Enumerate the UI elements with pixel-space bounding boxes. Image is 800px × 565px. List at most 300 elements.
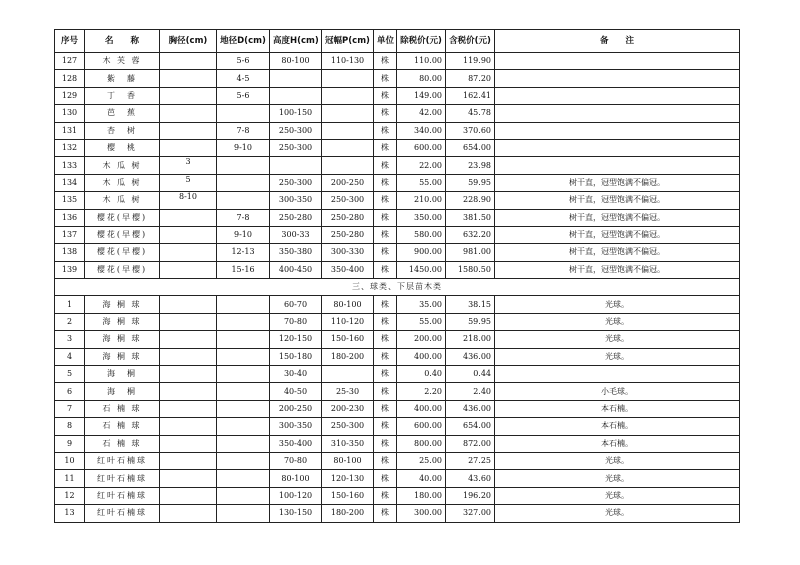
- cell-price-in: 1580.50: [446, 261, 495, 278]
- cell-unit: 株: [374, 87, 397, 104]
- table-row: [55, 435, 740, 452]
- cell-height: 30-40: [270, 366, 322, 383]
- cell-crown: [322, 105, 374, 122]
- cell-height: 150-180: [270, 348, 322, 365]
- cell-unit: 株: [374, 192, 397, 209]
- cell-height: 200-250: [270, 400, 322, 417]
- cell-no: 127: [55, 53, 85, 70]
- table-row: [55, 157, 740, 174]
- cell-name: 木 芙 蓉: [85, 53, 160, 70]
- cell-crown: [322, 366, 374, 383]
- cell-remark: 光球。: [495, 313, 740, 330]
- cell-remark: 树干直，冠型饱满不偏冠。: [495, 226, 740, 243]
- cell-height: 350-380: [270, 244, 322, 261]
- cell-price-in: 87.20: [446, 70, 495, 87]
- cell-unit: 株: [374, 122, 397, 139]
- cell-ground: [217, 105, 270, 122]
- cell-name: 海 桐: [85, 383, 160, 400]
- cell-price-ex: 210.00: [397, 192, 446, 209]
- cell-no: 3: [55, 331, 85, 348]
- cell-height: 250-300: [270, 139, 322, 156]
- table-row: [55, 209, 740, 226]
- cell-price-in: 162.41: [446, 87, 495, 104]
- cell-price-ex: 600.00: [397, 139, 446, 156]
- cell-ground: [217, 157, 270, 174]
- cell-remark: 光球。: [495, 452, 740, 469]
- cell-unit: 株: [374, 505, 397, 522]
- cell-remark: 本石楠。: [495, 435, 740, 452]
- section-row: [55, 279, 740, 296]
- cell-chest: [160, 383, 217, 400]
- cell-unit: 株: [374, 452, 397, 469]
- cell-unit: 株: [374, 70, 397, 87]
- cell-price-in: 0.44: [446, 366, 495, 383]
- cell-no: 5: [55, 366, 85, 383]
- cell-chest: [160, 105, 217, 122]
- cell-no: 4: [55, 348, 85, 365]
- header-row: [55, 30, 740, 53]
- cell-price-ex: 35.00: [397, 296, 446, 313]
- cell-height: [270, 87, 322, 104]
- cell-crown: [322, 87, 374, 104]
- cell-ground: 5-6: [217, 87, 270, 104]
- cell-price-ex: 42.00: [397, 105, 446, 122]
- cell-unit: 株: [374, 209, 397, 226]
- cell-price-in: 872.00: [446, 435, 495, 452]
- section-title: 三、球类、下层苗木类: [55, 279, 740, 296]
- header-crown: 冠幅P(cm): [322, 30, 374, 53]
- cell-ground: [217, 366, 270, 383]
- cell-ground: [217, 470, 270, 487]
- cell-height: 300-350: [270, 418, 322, 435]
- cell-crown: 120-130: [322, 470, 374, 487]
- table-row: [55, 487, 740, 504]
- cell-crown: 180-200: [322, 348, 374, 365]
- cell-remark: 光球。: [495, 348, 740, 365]
- cell-ground: 4-5: [217, 70, 270, 87]
- cell-price-ex: 55.00: [397, 313, 446, 330]
- cell-no: 131: [55, 122, 85, 139]
- cell-remark: [495, 53, 740, 70]
- cell-no: 13: [55, 505, 85, 522]
- cell-ground: 7-8: [217, 122, 270, 139]
- header-unit: 单位: [374, 30, 397, 53]
- cell-price-ex: 180.00: [397, 487, 446, 504]
- cell-price-in: 59.95: [446, 313, 495, 330]
- header-chest: 胸径(cm): [160, 30, 217, 53]
- cell-no: 128: [55, 70, 85, 87]
- cell-unit: 株: [374, 331, 397, 348]
- cell-chest: [160, 400, 217, 417]
- cell-chest: 3: [160, 157, 217, 174]
- cell-name: 樱花(早樱): [85, 261, 160, 278]
- cell-no: 135: [55, 192, 85, 209]
- cell-name: 樱 桃: [85, 139, 160, 156]
- cell-crown: 80-100: [322, 296, 374, 313]
- cell-price-ex: 900.00: [397, 244, 446, 261]
- cell-price-ex: 600.00: [397, 418, 446, 435]
- cell-name: 樱花(早樱): [85, 226, 160, 243]
- cell-unit: 株: [374, 244, 397, 261]
- cell-no: 139: [55, 261, 85, 278]
- header-no: 序号: [55, 30, 85, 53]
- cell-chest: [160, 122, 217, 139]
- cell-name: 紫 藤: [85, 70, 160, 87]
- cell-height: 250-300: [270, 122, 322, 139]
- cell-ground: [217, 174, 270, 191]
- cell-no: 134: [55, 174, 85, 191]
- cell-name: 杏 树: [85, 122, 160, 139]
- cell-chest: [160, 470, 217, 487]
- cell-unit: 株: [374, 383, 397, 400]
- cell-unit: 株: [374, 261, 397, 278]
- cell-price-in: 196.20: [446, 487, 495, 504]
- cell-crown: [322, 157, 374, 174]
- cell-ground: 9-10: [217, 139, 270, 156]
- cell-unit: 株: [374, 296, 397, 313]
- cell-chest: [160, 452, 217, 469]
- cell-height: 350-400: [270, 435, 322, 452]
- cell-price-ex: 200.00: [397, 331, 446, 348]
- header-name: 名 称: [85, 30, 160, 53]
- cell-height: 70-80: [270, 313, 322, 330]
- table-body-balls: [55, 296, 740, 522]
- cell-remark: 树干直，冠型饱满不偏冠。: [495, 174, 740, 191]
- cell-height: 80-100: [270, 53, 322, 70]
- cell-height: 80-100: [270, 470, 322, 487]
- cell-height: 300-350: [270, 192, 322, 209]
- cell-price-ex: 300.00: [397, 505, 446, 522]
- cell-unit: 株: [374, 470, 397, 487]
- cell-name: 石 楠 球: [85, 435, 160, 452]
- cell-remark: [495, 139, 740, 156]
- cell-unit: 株: [374, 348, 397, 365]
- cell-no: 138: [55, 244, 85, 261]
- cell-ground: [217, 487, 270, 504]
- cell-price-ex: 350.00: [397, 209, 446, 226]
- cell-remark: [495, 87, 740, 104]
- cell-crown: 310-350: [322, 435, 374, 452]
- cell-no: 11: [55, 470, 85, 487]
- cell-no: 1: [55, 296, 85, 313]
- cell-name: 石 楠 球: [85, 400, 160, 417]
- cell-name: 海 桐 球: [85, 331, 160, 348]
- cell-remark: 本石楠。: [495, 418, 740, 435]
- cell-price-ex: 400.00: [397, 400, 446, 417]
- cell-ground: 9-10: [217, 226, 270, 243]
- table-row: [55, 383, 740, 400]
- cell-price-in: 632.20: [446, 226, 495, 243]
- cell-price-ex: 1450.00: [397, 261, 446, 278]
- cell-name: 红叶石楠球: [85, 452, 160, 469]
- cell-price-ex: 40.00: [397, 470, 446, 487]
- cell-chest: 5: [160, 174, 217, 191]
- cell-remark: 本石楠。: [495, 400, 740, 417]
- table-row: [55, 226, 740, 243]
- cell-name: 木 瓜 树: [85, 192, 160, 209]
- table-row: [55, 192, 740, 209]
- section-heading: [55, 279, 740, 296]
- cell-ground: 15-16: [217, 261, 270, 278]
- cell-unit: 株: [374, 53, 397, 70]
- cell-price-ex: 80.00: [397, 70, 446, 87]
- cell-price-ex: 2.20: [397, 383, 446, 400]
- cell-price-in: 436.00: [446, 400, 495, 417]
- cell-chest: [160, 87, 217, 104]
- cell-chest: [160, 348, 217, 365]
- cell-price-ex: 340.00: [397, 122, 446, 139]
- cell-crown: 300-330: [322, 244, 374, 261]
- table-row: [55, 418, 740, 435]
- cell-price-ex: 25.00: [397, 452, 446, 469]
- cell-price-ex: 55.00: [397, 174, 446, 191]
- header-height: 高度H(cm): [270, 30, 322, 53]
- header-remark: 备 注: [495, 30, 740, 53]
- cell-name: 樱花(早樱): [85, 244, 160, 261]
- cell-remark: 光球。: [495, 505, 740, 522]
- cell-crown: 350-400: [322, 261, 374, 278]
- cell-height: 100-150: [270, 105, 322, 122]
- cell-price-in: 119.90: [446, 53, 495, 70]
- cell-unit: 株: [374, 157, 397, 174]
- table-row: [55, 70, 740, 87]
- price-table: [54, 29, 740, 523]
- cell-price-ex: 400.00: [397, 348, 446, 365]
- cell-crown: 150-160: [322, 487, 374, 504]
- cell-price-in: 228.90: [446, 192, 495, 209]
- table-row: [55, 122, 740, 139]
- cell-unit: 株: [374, 105, 397, 122]
- cell-ground: 5-6: [217, 53, 270, 70]
- cell-price-in: 218.00: [446, 331, 495, 348]
- cell-height: 100-120: [270, 487, 322, 504]
- cell-remark: 树干直，冠型饱满不偏冠。: [495, 261, 740, 278]
- cell-no: 8: [55, 418, 85, 435]
- table-row: [55, 296, 740, 313]
- cell-no: 2: [55, 313, 85, 330]
- cell-name: 海 桐 球: [85, 348, 160, 365]
- cell-chest: [160, 139, 217, 156]
- table-row: [55, 87, 740, 104]
- cell-height: 120-150: [270, 331, 322, 348]
- cell-price-in: 45.78: [446, 105, 495, 122]
- cell-height: 250-300: [270, 174, 322, 191]
- cell-unit: 株: [374, 139, 397, 156]
- cell-height: 40-50: [270, 383, 322, 400]
- table-row: [55, 313, 740, 330]
- cell-price-ex: 149.00: [397, 87, 446, 104]
- cell-chest: [160, 331, 217, 348]
- cell-price-in: 27.25: [446, 452, 495, 469]
- cell-price-in: 23.98: [446, 157, 495, 174]
- cell-name: 海 桐 球: [85, 296, 160, 313]
- cell-crown: [322, 122, 374, 139]
- cell-crown: 250-300: [322, 418, 374, 435]
- cell-ground: [217, 348, 270, 365]
- table-row: [55, 261, 740, 278]
- cell-remark: 光球。: [495, 331, 740, 348]
- cell-ground: [217, 331, 270, 348]
- cell-crown: [322, 139, 374, 156]
- cell-ground: 7-8: [217, 209, 270, 226]
- cell-price-in: 2.40: [446, 383, 495, 400]
- table-row: [55, 452, 740, 469]
- cell-crown: 80-100: [322, 452, 374, 469]
- cell-ground: [217, 383, 270, 400]
- cell-no: 132: [55, 139, 85, 156]
- cell-no: 129: [55, 87, 85, 104]
- cell-ground: [217, 418, 270, 435]
- table-row: [55, 366, 740, 383]
- cell-ground: [217, 296, 270, 313]
- header-ground: 地径D(cm): [217, 30, 270, 53]
- cell-ground: [217, 313, 270, 330]
- cell-name: 海 桐: [85, 366, 160, 383]
- cell-remark: [495, 366, 740, 383]
- cell-unit: 株: [374, 435, 397, 452]
- cell-ground: 12-13: [217, 244, 270, 261]
- cell-price-in: 981.00: [446, 244, 495, 261]
- cell-remark: 光球。: [495, 487, 740, 504]
- cell-chest: [160, 366, 217, 383]
- cell-no: 137: [55, 226, 85, 243]
- cell-unit: 株: [374, 313, 397, 330]
- cell-price-ex: 0.40: [397, 366, 446, 383]
- table-body-trees: [55, 53, 740, 279]
- cell-remark: 光球。: [495, 296, 740, 313]
- cell-no: 7: [55, 400, 85, 417]
- cell-unit: 株: [374, 487, 397, 504]
- cell-name: 芭 蕉: [85, 105, 160, 122]
- table-row: [55, 348, 740, 365]
- cell-price-ex: 580.00: [397, 226, 446, 243]
- cell-height: 70-80: [270, 452, 322, 469]
- cell-chest: [160, 313, 217, 330]
- cell-unit: 株: [374, 366, 397, 383]
- cell-no: 133: [55, 157, 85, 174]
- cell-crown: 250-280: [322, 209, 374, 226]
- cell-name: 石 楠 球: [85, 418, 160, 435]
- cell-chest: [160, 209, 217, 226]
- cell-height: 400-450: [270, 261, 322, 278]
- cell-remark: 树干直，冠型饱满不偏冠。: [495, 244, 740, 261]
- cell-unit: 株: [374, 418, 397, 435]
- header-price-ex: 除税价(元): [397, 30, 446, 53]
- cell-ground: [217, 435, 270, 452]
- table-row: [55, 470, 740, 487]
- cell-name: 红叶石楠球: [85, 505, 160, 522]
- cell-remark: [495, 157, 740, 174]
- cell-remark: 树干直，冠型饱满不偏冠。: [495, 192, 740, 209]
- cell-crown: 180-200: [322, 505, 374, 522]
- cell-crown: 200-230: [322, 400, 374, 417]
- cell-crown: 200-250: [322, 174, 374, 191]
- cell-height: 130-150: [270, 505, 322, 522]
- cell-crown: 250-280: [322, 226, 374, 243]
- cell-height: 60-70: [270, 296, 322, 313]
- cell-unit: 株: [374, 174, 397, 191]
- cell-crown: 25-30: [322, 383, 374, 400]
- cell-price-in: 436.00: [446, 348, 495, 365]
- cell-name: 红叶石楠球: [85, 470, 160, 487]
- cell-price-in: 370.60: [446, 122, 495, 139]
- table-row: [55, 174, 740, 191]
- cell-height: [270, 70, 322, 87]
- cell-name: 红叶石楠球: [85, 487, 160, 504]
- cell-name: 木 瓜 树: [85, 157, 160, 174]
- cell-ground: [217, 505, 270, 522]
- cell-chest: [160, 487, 217, 504]
- cell-ground: [217, 400, 270, 417]
- cell-crown: 110-120: [322, 313, 374, 330]
- cell-chest: [160, 53, 217, 70]
- table-row: [55, 244, 740, 261]
- table-row: [55, 139, 740, 156]
- table-row: [55, 105, 740, 122]
- cell-height: 300-33: [270, 226, 322, 243]
- cell-crown: 150-160: [322, 331, 374, 348]
- cell-chest: [160, 435, 217, 452]
- cell-chest: [160, 244, 217, 261]
- table-row: [55, 505, 740, 522]
- cell-remark: [495, 105, 740, 122]
- cell-no: 136: [55, 209, 85, 226]
- cell-height: [270, 157, 322, 174]
- cell-ground: [217, 192, 270, 209]
- cell-remark: 光球。: [495, 470, 740, 487]
- table-row: [55, 331, 740, 348]
- cell-unit: 株: [374, 226, 397, 243]
- cell-no: 130: [55, 105, 85, 122]
- table-row: [55, 400, 740, 417]
- cell-price-ex: 22.00: [397, 157, 446, 174]
- cell-chest: [160, 505, 217, 522]
- cell-name: 木 瓜 树: [85, 174, 160, 191]
- cell-price-in: 59.95: [446, 174, 495, 191]
- cell-name: 海 桐 球: [85, 313, 160, 330]
- cell-no: 10: [55, 452, 85, 469]
- cell-price-ex: 110.00: [397, 53, 446, 70]
- cell-chest: [160, 296, 217, 313]
- cell-remark: [495, 70, 740, 87]
- cell-name: 樱花(早樱): [85, 209, 160, 226]
- cell-crown: [322, 70, 374, 87]
- cell-no: 12: [55, 487, 85, 504]
- cell-chest: [160, 226, 217, 243]
- table-row: [55, 53, 740, 70]
- cell-price-ex: 800.00: [397, 435, 446, 452]
- cell-crown: 250-300: [322, 192, 374, 209]
- cell-height: 250-280: [270, 209, 322, 226]
- cell-price-in: 381.50: [446, 209, 495, 226]
- cell-chest: [160, 261, 217, 278]
- cell-remark: 小毛球。: [495, 383, 740, 400]
- cell-chest: [160, 70, 217, 87]
- cell-price-in: 327.00: [446, 505, 495, 522]
- cell-price-in: 38.15: [446, 296, 495, 313]
- cell-remark: [495, 122, 740, 139]
- cell-chest: [160, 418, 217, 435]
- cell-remark: 树干直，冠型饱满不偏冠。: [495, 209, 740, 226]
- cell-ground: [217, 452, 270, 469]
- cell-no: 6: [55, 383, 85, 400]
- cell-unit: 株: [374, 400, 397, 417]
- cell-crown: 110-130: [322, 53, 374, 70]
- cell-price-in: 654.00: [446, 139, 495, 156]
- cell-chest: 8-10: [160, 192, 217, 209]
- cell-price-in: 43.60: [446, 470, 495, 487]
- cell-price-in: 654.00: [446, 418, 495, 435]
